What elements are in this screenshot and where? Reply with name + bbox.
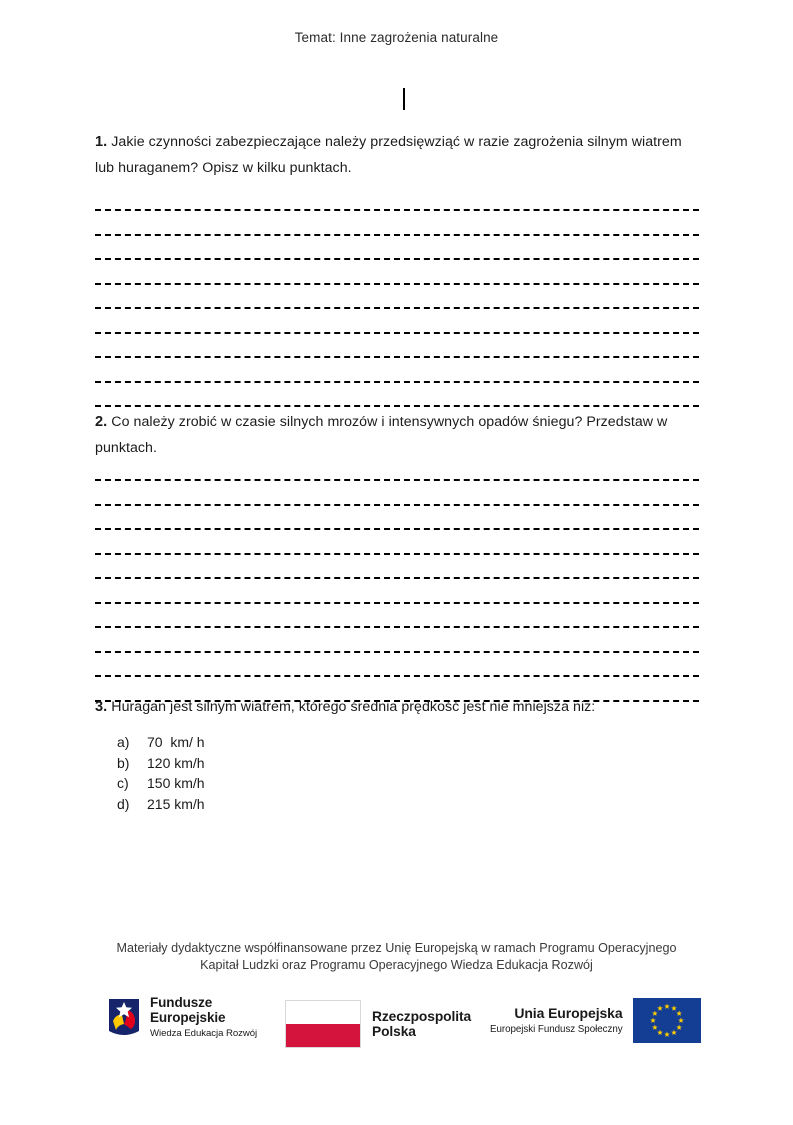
answer-line[interactable] [95, 662, 699, 687]
fundusze-title-line-1: Fundusze [150, 995, 213, 1010]
funding-statement-line-2: Kapitał Ludzki oraz Programu Operacyjnego Wiedza Edukacja Rozwój [200, 958, 593, 972]
rzeczpospolita-title-line-1: Rzeczpospolita [372, 1008, 472, 1024]
document-header-title: Temat: Inne zagrożenia naturalne [294, 30, 499, 45]
option-a[interactable] [117, 732, 417, 753]
option-a-value: 70 km/ h [147, 734, 205, 750]
fundusze-europejskie-mark-icon [107, 997, 141, 1039]
option-d[interactable] [117, 794, 417, 815]
answer-line[interactable] [95, 221, 699, 246]
unia-europejska-text [490, 1006, 623, 1036]
answer-line[interactable] [95, 319, 699, 344]
unia-title: Unia Europejska [514, 1004, 623, 1021]
poland-flag-red-band [286, 1024, 360, 1047]
answer-line[interactable] [95, 294, 699, 319]
european-union-flag-icon [633, 998, 701, 1043]
question-2 [95, 409, 699, 461]
option-b-letter: b) [117, 754, 130, 771]
question-3 [95, 694, 699, 720]
question-3-number: 3. [95, 699, 108, 715]
fundusze-europejskie-text [150, 996, 257, 1040]
question-2-number: 2. [95, 414, 108, 430]
option-c-value: 150 km/h [147, 775, 205, 791]
answer-line[interactable] [95, 343, 699, 368]
option-b[interactable] [117, 753, 417, 774]
option-c-letter: c) [117, 775, 129, 791]
answer-lines-question-1[interactable] [95, 196, 699, 417]
answer-line[interactable] [95, 515, 699, 540]
rzeczpospolita-title-line-2: Polska [372, 1024, 416, 1039]
answer-line[interactable] [95, 613, 699, 638]
poland-flag-icon [285, 1000, 361, 1048]
text-caret [403, 88, 405, 110]
question-2-text: Co należy zrobić w czasie silnych mrozów i intensywnych opadów śniegu? Przedstaw w punktach. [95, 414, 668, 456]
answer-line[interactable] [95, 368, 699, 393]
answer-line[interactable] [95, 196, 699, 221]
rzeczpospolita-text [372, 1009, 471, 1040]
question-3-options [117, 732, 417, 814]
logo-rzeczpospolita-polska [285, 1000, 471, 1048]
logo-bar [0, 996, 793, 1052]
fundusze-title-line-2: Europejskie [150, 1009, 226, 1025]
option-b-value: 120 km/h [147, 754, 205, 771]
question-1-number: 1. [95, 134, 108, 150]
answer-line[interactable] [95, 540, 699, 565]
answer-lines-question-2[interactable] [95, 466, 699, 711]
answer-line[interactable] [95, 638, 699, 663]
question-1 [95, 129, 699, 181]
question-3-text: Huragan jest silnym wiatrem, którego średnia prędkość jest nie mniejsza niż: [107, 699, 596, 715]
unia-subtitle: Europejski Fundusz Społeczny [490, 1023, 623, 1035]
logo-unia-europejska [490, 998, 701, 1043]
logo-fundusze-europejskie [107, 996, 257, 1040]
option-c[interactable] [117, 773, 417, 794]
fundusze-subtitle: Wiedza Edukacja Rozwój [150, 1028, 258, 1039]
option-d-letter: d) [117, 795, 130, 812]
answer-line[interactable] [95, 491, 699, 516]
answer-line[interactable] [95, 466, 699, 491]
answer-line[interactable] [95, 564, 699, 589]
option-a-letter: a) [117, 734, 130, 750]
funding-statement-line-1: Materiały dydaktyczne współfinansowane przez Unię Europejską w ramach Programu Operacyjnego [116, 941, 677, 955]
answer-line[interactable] [95, 270, 699, 295]
question-1-text: Jakie czynności zabezpieczające należy przedsięwziąć w razie zagrożenia silnym wiatrem lub huraganem? Opisz w kilku punktach. [95, 134, 682, 176]
answer-line[interactable] [95, 245, 699, 270]
funding-statement [0, 940, 793, 974]
answer-line[interactable] [95, 589, 699, 614]
option-d-value: 215 km/h [147, 795, 205, 812]
